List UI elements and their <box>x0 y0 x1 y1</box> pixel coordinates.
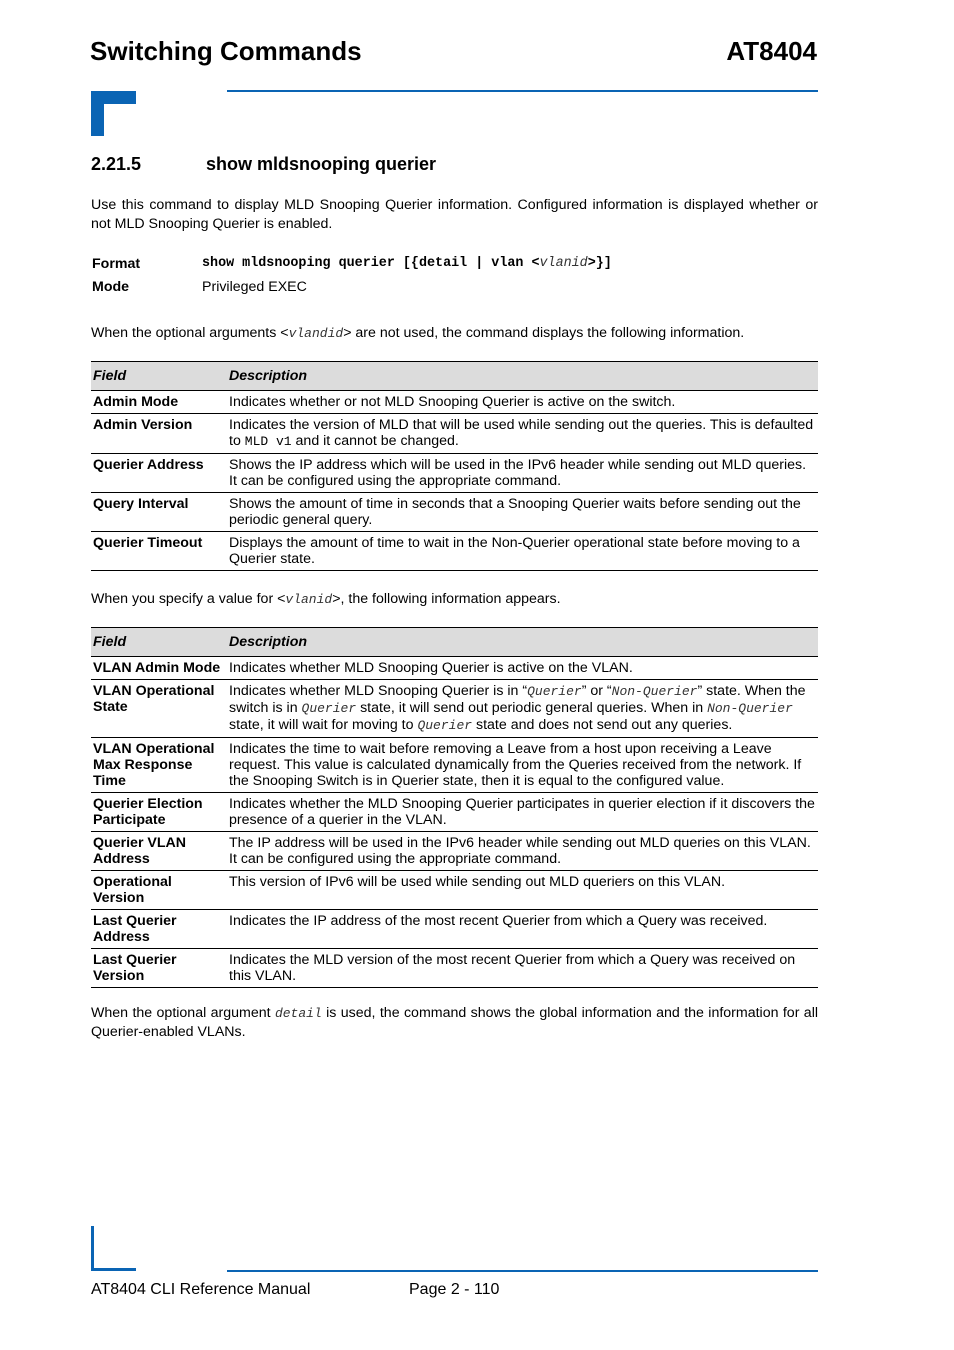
table-row: VLAN Admin Mode Indicates whether MLD Snooping Querier is active on the VLAN. <box>91 657 818 680</box>
header-title: Switching Commands <box>90 36 362 66</box>
paragraph-vlanid: When you specify a value for <vlanid>, the following information appears. <box>91 591 561 607</box>
footer-manual-title: AT8404 CLI Reference Manual <box>91 1281 311 1298</box>
table-header <box>91 362 818 391</box>
table-row: Querier Timeout Displays the amount of time to wait in the Non-Querier operational state before moving to a Querier state. <box>91 532 818 571</box>
table-row: VLAN Operational State Indicates whether MLD Snooping Querier is in “Querier” or “Non-Querier” state. When the switch is in Querier state, it will send out periodic general queries. When in Non-Querier state, it will wait for moving to Querier state and does not send out any queries. <box>91 680 818 738</box>
table-row: Last Querier Version Indicates the MLD version of the most recent Querier from which a Query was received on this VLAN. <box>91 949 818 988</box>
intro-paragraph: Use this command to display MLD Snooping Querier information. Configured information is displayed whether or not MLD Snooping Querier is enabled. <box>91 197 818 232</box>
table-row: VLAN Operational Max Response Time Indicates the time to wait before removing a Leave from a host upon receiving a Leave request. This value is calculated dynamically from the Queries received from the network. If the Snooping Switch is in Querier state, then it is equal to the configured value. <box>91 738 818 793</box>
table-row: Query Interval Shows the amount of time in seconds that a Snooping Querier waits before sending out the periodic general query. <box>91 493 818 532</box>
section-number: 2.21.5 <box>91 154 142 174</box>
table-row: Last Querier Address Indicates the IP address of the most recent Querier from which a Query was received. <box>91 910 818 949</box>
table-header <box>91 628 818 657</box>
section-title: show mldsnooping querier <box>206 154 437 174</box>
corner-decoration <box>91 91 136 136</box>
table-row: Querier VLAN Address The IP address will be used in the IPv6 header while sending out MLD queries on this VLAN. It can be configured using the appropriate command. <box>91 832 818 871</box>
footer-corner-decoration <box>91 1226 136 1271</box>
header-description: Description <box>227 628 818 657</box>
paragraph-detail: When the optional argument detail is used, the command shows the global information and the information for all Querier-enabled VLANs. <box>91 1005 818 1040</box>
table-row: Querier Election Participate Indicates whether the MLD Snooping Querier participates in querier election if it discovers the presence of a querier in the VLAN. <box>91 793 818 832</box>
format-label: Format <box>92 256 141 272</box>
footer-page-number: Page 2 - 110 <box>409 1281 500 1298</box>
table-row: Admin Version Indicates the version of MLD that will be used while sending out the queries. This is defaulted to MLD v1 and it cannot be changed. <box>91 414 818 454</box>
mode-label: Mode <box>92 279 130 295</box>
fields-table-global <box>91 361 818 571</box>
header-rule <box>227 90 818 92</box>
fields-table-vlan <box>91 627 818 988</box>
header-field: Field <box>91 362 227 391</box>
mode-value: Privileged EXEC <box>202 279 307 295</box>
table-row: Querier Address Shows the IP address which will be used in the IPv6 header while sending out MLD queries. It can be configured using the appropriate command. <box>91 454 818 493</box>
table-row: Operational Version This version of IPv6 will be used while sending out MLD queriers on this VLAN. <box>91 871 818 910</box>
header-field: Field <box>91 628 227 657</box>
format-command: show mldsnooping querier [{detail | vlan <vlanid>}] <box>202 256 612 271</box>
section-heading <box>91 154 436 175</box>
paragraph-no-args: When the optional arguments <vlandid> are not used, the command displays the following information. <box>91 325 745 341</box>
header-description: Description <box>227 362 818 391</box>
footer-rule <box>227 1270 818 1272</box>
product-name: AT8404 <box>726 36 817 66</box>
table-row: Admin Mode Indicates whether or not MLD Snooping Querier is active on the switch. <box>91 391 818 414</box>
